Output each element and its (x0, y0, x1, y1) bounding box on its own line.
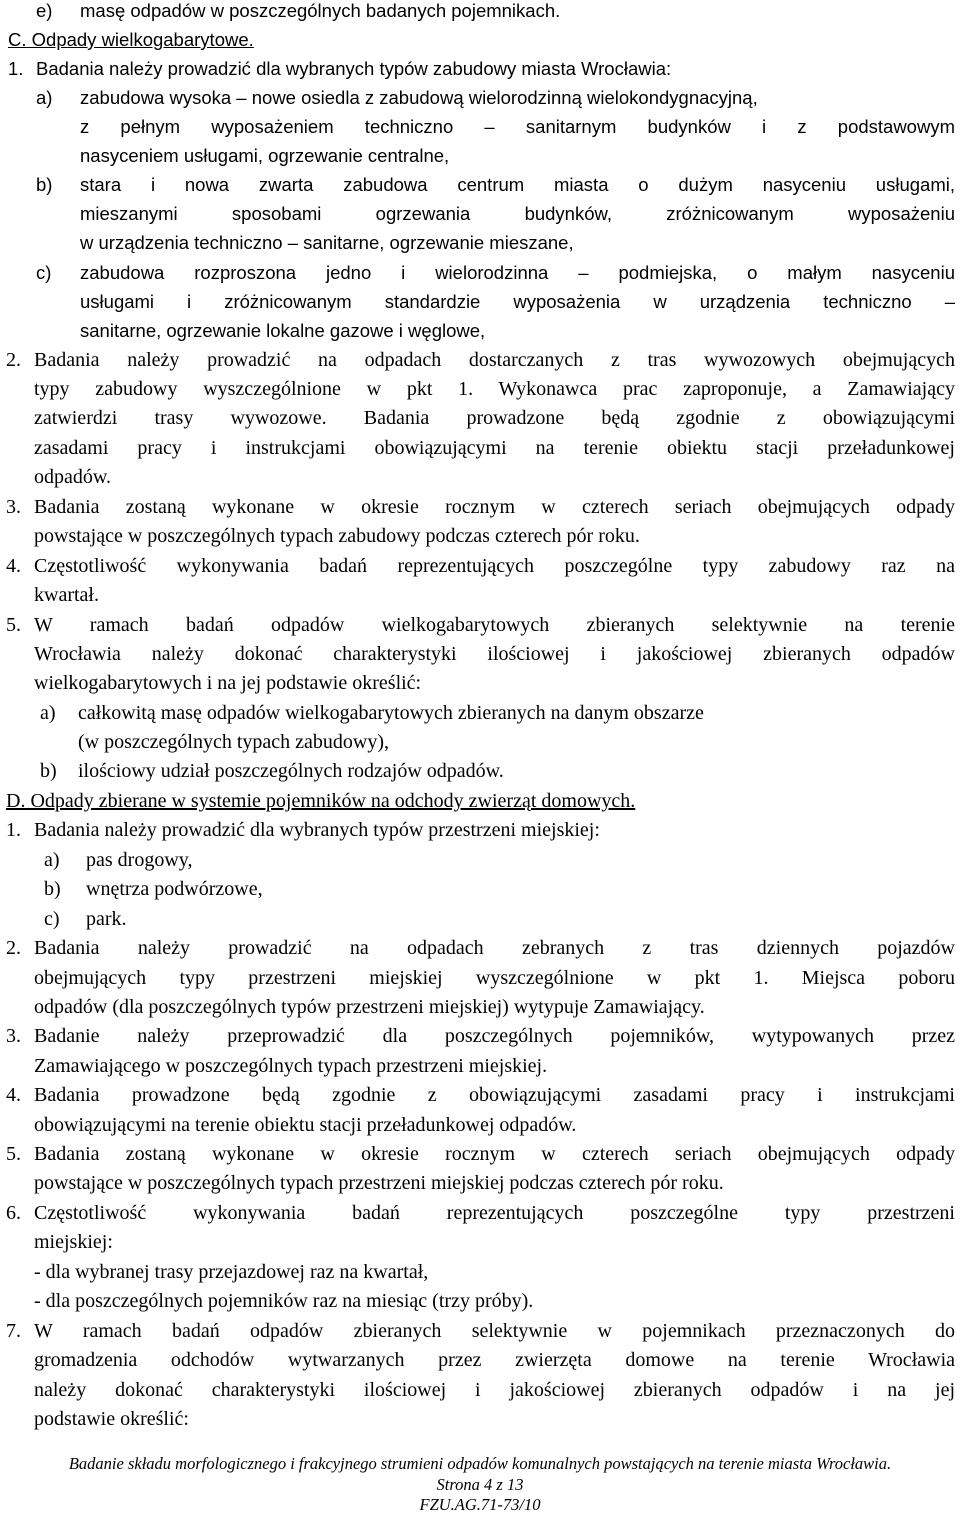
line-text: powstające w poszczególnych typach zabudowy podczas czterech pór roku. (34, 525, 640, 547)
line-text: kwartał. (34, 584, 99, 606)
item-text: Badania prowadzone będą zgodnie z obowiązującymi zasadami pracy i instrukcjami (34, 1084, 955, 1106)
item-number: 4. (6, 555, 21, 577)
item-label: b) (40, 760, 57, 782)
line-text: (w poszczególnych typach zabudowy), (78, 731, 389, 753)
line-text: gromadzenia odchodów wytwarzanych przez zwierzęta domowe na terenie Wrocławia (34, 1349, 955, 1371)
text-line (0, 993, 960, 1022)
text-line (0, 434, 960, 463)
item-text: Częstotliwość wykonywania badań reprezentujących poszczególne typy zabudowy raz na (34, 555, 955, 577)
item-text: zabudowa wysoka – nowe osiedla z zabudową wielorodzinną wielokondygnacyjną, (80, 87, 758, 108)
numbered-item (0, 493, 960, 522)
text-line (0, 1376, 960, 1405)
numbered-item (0, 611, 960, 640)
dash-item (0, 1258, 960, 1287)
section-title: D. Odpady zbierane w systemie pojemników na odchody zwierząt domowych. (6, 790, 636, 812)
line-text: nasyceniem usługami, ogrzewanie centralne, (80, 145, 450, 166)
item-number: 1. (8, 58, 24, 79)
item-label: a) (36, 87, 53, 108)
text-line (0, 199, 960, 228)
section-title: C. Odpady wielkogabarytowe. (8, 29, 254, 50)
list-item-b (0, 875, 960, 904)
item-text: Badania zostaną wykonane w okresie rocznym w czterech seriach obejmujących odpady (34, 496, 955, 518)
line-text: z pełnym wyposażeniem techniczno – sanitarnym budynków i z podstawowym (80, 116, 955, 137)
item-label: c) (36, 262, 52, 283)
list-item-b (0, 757, 960, 786)
line-text: obowiązującymi na terenie obiektu stacji przeładunkowej odpadów. (34, 1114, 577, 1136)
item-text: masę odpadów w poszczególnych badanych pojemnikach. (80, 0, 561, 21)
text-line (0, 316, 960, 345)
item-number: 2. (6, 937, 21, 959)
text-line (0, 1111, 960, 1140)
numbered-item (0, 552, 960, 581)
item-text: całkowitą masę odpadów wielkogabarytowych zbieranych na danym obszarze (78, 702, 704, 724)
list-item-b (0, 170, 960, 199)
list-item-a (0, 83, 960, 112)
item-number: 1. (6, 819, 21, 841)
line-text: podstawie określić: (34, 1408, 189, 1430)
line-text: Wrocławia należy dokonać charakterystyki ilościowej i jakościowej zbieranych odpadów (34, 643, 955, 665)
item-number: 7. (6, 1320, 21, 1342)
item-text: wnętrza podwórzowe, (86, 878, 263, 900)
line-text: mieszanymi sposobami ogrzewania budynków, zróżnicowanym wyposażeniu (80, 203, 955, 224)
footer-document-code: FZU.AG.71-73/10 (419, 1495, 541, 1514)
text-line (0, 375, 960, 404)
numbered-item (0, 1317, 960, 1346)
text-line (0, 728, 960, 757)
section-heading-c (0, 25, 960, 54)
text-line (0, 141, 960, 170)
item-number: 6. (6, 1202, 21, 1224)
item-text: Badania należy prowadzić na odpadach dostarczanych z tras wywozowych obejmujących (34, 349, 955, 371)
line-text: - dla wybranej trasy przejazdowej raz na kwartał, (34, 1261, 429, 1283)
item-text: Badania zostaną wykonane w okresie rocznym w czterech seriach obejmujących odpady (34, 1143, 955, 1165)
list-item-a (0, 846, 960, 875)
text-line (0, 404, 960, 433)
text-line (0, 581, 960, 610)
item-text: pas drogowy, (86, 849, 193, 871)
item-text: Badania należy prowadzić dla wybranych typów przestrzeni miejskiej: (34, 819, 600, 841)
item-number: 5. (6, 614, 21, 636)
text-line (0, 669, 960, 698)
item-text: stara i nowa zwarta zabudowa centrum miasta o dużym nasyceniu usługami, (80, 174, 955, 195)
numbered-item (0, 1140, 960, 1169)
section-heading-d (0, 787, 960, 816)
item-text: Częstotliwość wykonywania badań reprezentujących poszczególne typy przestrzeni (34, 1202, 955, 1224)
item-label: c) (44, 908, 60, 930)
text-line (0, 1169, 960, 1198)
numbered-item (0, 1081, 960, 1110)
line-text: typy zabudowy wyszczególnione w pkt 1. Wykonawca prac zaproponuje, a Zamawiający (34, 378, 955, 400)
line-text: powstające w poszczególnych typach przestrzeni miejskiej podczas czterech pór roku. (34, 1172, 724, 1194)
text-line (0, 1346, 960, 1375)
line-text: sanitarne, ogrzewanie lokalne gazowe i węglowe, (80, 320, 486, 341)
item-number: 4. (6, 1084, 21, 1106)
item-text: Badanie należy przeprowadzić dla poszczególnych pojemników, wytypowanych przez (34, 1025, 955, 1047)
numbered-item (0, 54, 960, 83)
line-text: w urządzenia techniczno – sanitarne, ogrzewanie mieszane, (80, 232, 574, 253)
item-text: W ramach badań odpadów zbieranych selektywnie w pojemnikach przeznaczonych do (34, 1320, 955, 1342)
list-item-c (0, 258, 960, 287)
item-text: ilościowy udział poszczególnych rodzajów odpadów. (78, 760, 504, 782)
item-text: W ramach badań odpadów wielkogabarytowych zbieranych selektywnie na terenie (34, 614, 955, 636)
numbered-item (0, 346, 960, 375)
text-line (0, 112, 960, 141)
line-text: zasadami pracy i instrukcjami obowiązującymi na terenie obiektu stacji przeładunkowej (34, 437, 955, 459)
text-line (0, 522, 960, 551)
numbered-item (0, 934, 960, 963)
item-number: 3. (6, 496, 21, 518)
text-line (0, 287, 960, 316)
footer-title: Badanie składu morfologicznego i frakcyjnego strumieni odpadów komunalnych powstających na terenie miasta Wrocławia. (68, 1454, 892, 1473)
item-label: b) (36, 174, 53, 195)
list-item-e (0, 0, 960, 25)
line-text: odpadów (dla poszczególnych typów przestrzeni miejskiej) wytypuje Zamawiający. (34, 996, 705, 1018)
item-text: Badania należy prowadzić na odpadach zebranych z tras dziennych pojazdów (34, 937, 955, 959)
line-text: obejmujących typy przestrzeni miejskiej wyszczególnione w pkt 1. Miejsca poboru (34, 967, 955, 989)
text-line (0, 640, 960, 669)
line-text: odpadów. (34, 466, 112, 488)
item-number: 2. (6, 349, 21, 371)
line-text: - dla poszczególnych pojemników raz na miesiąc (trzy próby). (34, 1290, 534, 1312)
item-number: 5. (6, 1143, 21, 1165)
item-label: a) (44, 849, 60, 871)
list-item-a (0, 699, 960, 728)
text-line (0, 964, 960, 993)
item-label: a) (40, 702, 56, 724)
line-text: należy dokonać charakterystyki ilościowej i jakościowej zbieranych odpadów i na jej (34, 1379, 955, 1401)
numbered-item (0, 816, 960, 845)
text-line (0, 463, 960, 492)
line-text: usługami i zróżnicowanym standardzie wyposażenia w urządzenia techniczno – (80, 291, 955, 312)
item-label: b) (44, 878, 61, 900)
numbered-item (0, 1199, 960, 1228)
text-line (0, 1052, 960, 1081)
text-line (0, 228, 960, 257)
line-text: wielkogabarytowych i na jej podstawie określić: (34, 672, 422, 694)
list-item-c (0, 905, 960, 934)
line-text: zatwierdzi trasy wywozowe. Badania prowadzone będą zgodnie z obowiązującymi (34, 407, 955, 429)
text-line (0, 1228, 960, 1257)
item-number: 3. (6, 1025, 21, 1047)
dash-item (0, 1287, 960, 1316)
item-label: e) (36, 0, 53, 21)
footer-page-number: Strona 4 z 13 (436, 1475, 524, 1494)
item-text: zabudowa rozproszona jedno i wielorodzinna – podmiejska, o małym nasyceniu (80, 262, 955, 283)
text-line (0, 1405, 960, 1434)
item-text: park. (86, 908, 127, 930)
line-text: Zamawiającego w poszczególnych typach przestrzeni miejskiej. (34, 1055, 548, 1077)
item-text: Badania należy prowadzić dla wybranych typów zabudowy miasta Wrocławia: (36, 58, 672, 79)
numbered-item (0, 1022, 960, 1051)
line-text: miejskiej: (34, 1231, 113, 1253)
